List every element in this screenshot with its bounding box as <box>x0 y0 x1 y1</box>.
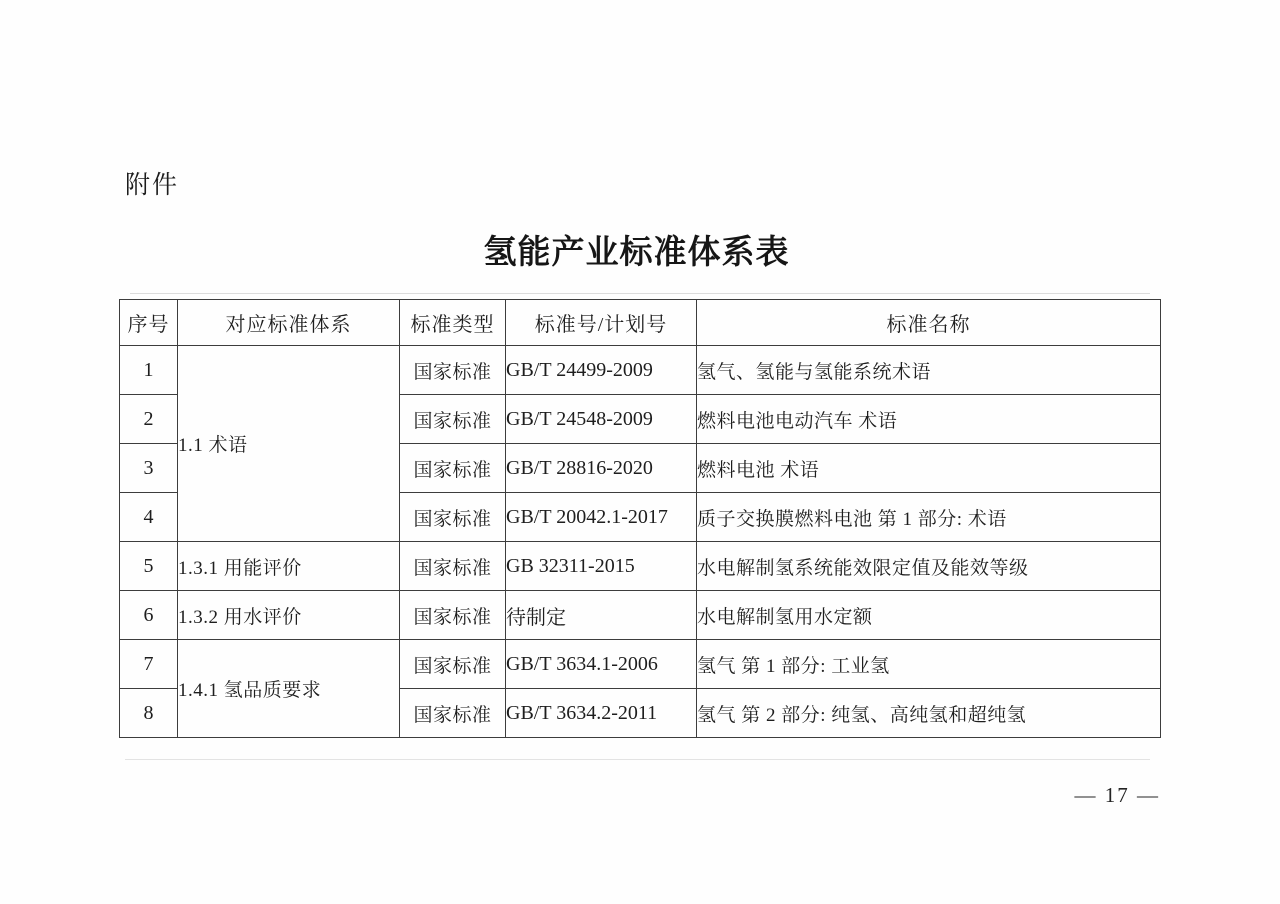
cell-name: 氢气 第 2 部分: 纯氢、高纯氢和超纯氢 <box>697 689 1161 738</box>
cell-type: 国家标准 <box>400 542 506 591</box>
cell-type: 国家标准 <box>400 395 506 444</box>
cell-index: 1 <box>120 346 178 395</box>
cell-type: 国家标准 <box>400 346 506 395</box>
cell-type: 国家标准 <box>400 493 506 542</box>
cell-code: GB/T 3634.1-2006 <box>506 640 697 689</box>
cell-type: 国家标准 <box>400 591 506 640</box>
cell-name: 质子交换膜燃料电池 第 1 部分: 术语 <box>697 493 1161 542</box>
cell-name: 氢气 第 1 部分: 工业氢 <box>697 640 1161 689</box>
standards-table <box>119 299 1161 738</box>
cell-index: 7 <box>120 640 178 689</box>
cell-system: 1.1 术语 <box>178 346 400 542</box>
table-row <box>120 346 1161 395</box>
cell-name: 燃料电池电动汽车 术语 <box>697 395 1161 444</box>
cell-code: GB/T 3634.2-2011 <box>506 689 697 738</box>
scan-artifact-line-bottom <box>125 759 1150 760</box>
table-header-row <box>120 300 1161 346</box>
cell-type: 国家标准 <box>400 640 506 689</box>
cell-index: 5 <box>120 542 178 591</box>
scan-artifact-line-top <box>130 293 1150 294</box>
table-row <box>120 542 1161 591</box>
cell-index: 4 <box>120 493 178 542</box>
attachment-label: 附件 <box>125 171 180 199</box>
cell-index: 6 <box>120 591 178 640</box>
cell-system: 1.3.1 用能评价 <box>178 542 400 591</box>
page-number: — 17 — <box>1074 783 1160 807</box>
cell-name: 水电解制氢用水定额 <box>697 591 1161 640</box>
table-row <box>120 591 1161 640</box>
cell-code: 待制定 <box>506 591 697 640</box>
cell-code: GB/T 24499-2009 <box>506 346 697 395</box>
page-title: 氢能产业标准体系表 <box>483 235 790 271</box>
cell-name: 氢气、氢能与氢能系统术语 <box>697 346 1161 395</box>
col-header-type: 标准类型 <box>400 300 506 346</box>
cell-code: GB/T 20042.1-2017 <box>506 493 697 542</box>
table-row <box>120 640 1161 689</box>
cell-index: 3 <box>120 444 178 493</box>
cell-index: 2 <box>120 395 178 444</box>
cell-system: 1.4.1 氢品质要求 <box>178 640 400 738</box>
cell-code: GB/T 24548-2009 <box>506 395 697 444</box>
cell-code: GB/T 28816-2020 <box>506 444 697 493</box>
col-header-index: 序号 <box>120 300 178 346</box>
cell-type: 国家标准 <box>400 689 506 738</box>
col-header-code: 标准号/计划号 <box>506 300 697 346</box>
cell-system: 1.3.2 用水评价 <box>178 591 400 640</box>
cell-name: 水电解制氢系统能效限定值及能效等级 <box>697 542 1161 591</box>
cell-code: GB 32311-2015 <box>506 542 697 591</box>
cell-type: 国家标准 <box>400 444 506 493</box>
col-header-system: 对应标准体系 <box>178 300 400 346</box>
cell-name: 燃料电池 术语 <box>697 444 1161 493</box>
cell-index: 8 <box>120 689 178 738</box>
col-header-name: 标准名称 <box>697 300 1161 346</box>
